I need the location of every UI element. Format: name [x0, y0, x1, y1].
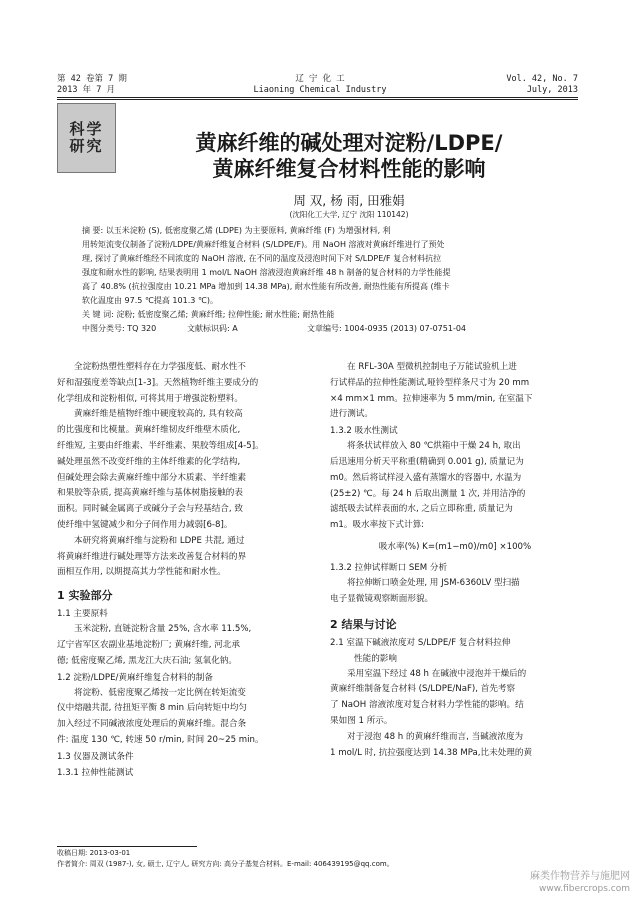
article-title-line1: 黄麻纤维的碱处理对淀粉/LDPE/ [195, 131, 503, 155]
section-heading: 1 实验部分 [57, 589, 113, 603]
abstract-line: 高了 40.8% (抗拉强度由 10.21 MPa 增加到 14.38 MPa), 耐水性能有所改善, 耐热性能有所提高 (维卡 [82, 282, 450, 291]
paragraph-line: 行试样品的拉伸性能测试,哑铃型样条尺寸为 20 mm [330, 377, 530, 388]
subsection-heading: 1.1 主要原料 [57, 609, 108, 620]
paragraph-line: ×4 mm×1 mm。拉伸速率为 5 mm/min, 在室温下 [330, 393, 533, 404]
subsection-heading-cont: 性能的影响 [354, 653, 397, 664]
paragraph-line: 化学组成和淀粉相似, 可将其用于增强淀粉塑料。 [57, 393, 243, 404]
section-rubric [57, 103, 116, 173]
paragraph-line: 将黄麻纤维进行碱处理等方法来改善复合材料的界 [57, 551, 247, 562]
paragraph-line: 德; 低密度聚乙烯, 黑龙江大庆石油; 氢氧化钠。 [57, 655, 237, 666]
paragraph-line: 对于浸泡 48 h 的黄麻纤维而言, 当碱液浓度为 [347, 731, 524, 742]
journal-volume-issue: 第 42 卷第 7 期 [57, 74, 127, 84]
paragraph-line: 将拉伸断口喷金处理, 用 JSM-6360LV 型扫描 [347, 577, 520, 588]
paragraph-line: 电子显微镜观察断面形貌。 [330, 593, 434, 604]
paragraph-line: 面积。同时碱金属离子或碱分子会与羟基结合, 致 [57, 504, 243, 515]
rubric-line1: 科学 [69, 120, 104, 138]
keywords: 关 键 词: 淀粉; 低密度聚乙烯; 黄麻纤维; 拉伸性能; 耐水性能; 耐热性能 [82, 310, 335, 319]
affiliation: (沈阳化工大学, 辽宁 沈阳 110142) [289, 210, 409, 219]
journal-volume-en: Vol. 42, No. 7 [506, 74, 578, 84]
received-date: 收稿日期: 2013-03-01 [57, 849, 131, 857]
paragraph-line: 了 NaOH 溶液浓度对复合材料力学性能的影响。结 [330, 700, 524, 711]
subsection-heading: 2.1 室温下碱液浓度对 S/LDPE/F 复合材料拉伸 [330, 637, 511, 648]
paragraph-line: 和果胶等杂质, 提高黄麻纤维与基体树脂接触的表 [57, 488, 243, 499]
abstract-line: 软化温度由 97.5 ℃提高 101.3 ℃)。 [82, 296, 218, 305]
paragraph-line: m0。然后将试样浸入盛有蒸馏水的容器中, 水温为 [330, 472, 522, 483]
paragraph-line: 果如图 1 所示。 [330, 715, 393, 726]
paragraph-line: 碱处理虽然不改变纤维的主体纤维素的化学结构, [57, 456, 241, 467]
document-code: 文献标识码: A [187, 324, 238, 333]
footnote-rule [57, 846, 197, 847]
abstract-line: 强度和耐水性的影响, 结果表明用 1 mol/L NaOH 溶液浸泡黄麻纤维 48 h 制备的复合材料的力学性能提 [82, 268, 451, 277]
paragraph-line: 面相互作用, 以期提高其力学性能和耐水性。 [57, 567, 226, 578]
authors: 周 双, 杨 雨, 田雅娟 [293, 193, 405, 208]
classification-line [82, 322, 582, 336]
watermark-site-url: www.fibercrops.com [539, 884, 630, 894]
paragraph-line: 进行测试。 [330, 409, 373, 420]
subsection-heading: 1.3.2 吸水性测试 [330, 426, 398, 437]
journal-date-en: July, 2013 [526, 85, 578, 95]
paragraph-line: 1 mol/L 时, 抗拉强度达到 14.38 MPa,比未处理的黄 [330, 747, 533, 758]
paragraph-line: m1。吸水率按下式计算: [330, 520, 425, 531]
subsection-heading: 1.3.1 拉伸性能测试 [57, 767, 134, 778]
paragraph-line: 本研究将黄麻纤维与淀粉和 LDPE 共混, 通过 [74, 535, 245, 546]
paragraph-line: 全淀粉热塑性塑料存在力学强度低、耐水性不 [74, 362, 246, 372]
paragraph-line: 黄麻纤维制备复合材料 (S/LDPE/NaF), 首先考察 [330, 684, 516, 695]
subsection-heading: 1.2 淀粉/LDPE/黄麻纤维复合材料的制备 [57, 672, 213, 683]
journal-date: 2013 年 7 月 [57, 85, 115, 95]
header-rule [57, 97, 578, 98]
paragraph-line: 但碱处理会除去黄麻纤维中部分木质素、半纤维素 [57, 472, 247, 483]
paragraph-line: 使纤维中氢键减少和分子间作用力减弱[6-8]。 [57, 519, 233, 530]
classification-code: 中图分类号: TQ 320 [82, 324, 157, 333]
paragraph-line: 将条状试样放入 80 ℃烘箱中干燥 24 h, 取出 [347, 441, 521, 452]
paragraph-line: 滤纸吸去试样表面的水, 之后立即称重, 质量记为 [330, 504, 513, 515]
subsection-heading: 1.3.2 拉伸试样断口 SEM 分析 [330, 562, 448, 573]
paragraph-line: 仪中熔融共混, 待扭矩平衡 8 min 后向转矩中均匀 [57, 703, 248, 714]
author-introduction: 作者简介: 周双 (1987-), 女, 硕士, 辽宁人, 研究方向: 高分子基复合材料。E-mail: 406439195@qq.com。 [57, 860, 394, 868]
journal-name: 辽 宁 化 工 [295, 74, 345, 84]
right-column [330, 360, 580, 761]
paragraph-line: 辽宁省军区农副业基地淀粉厂; 黄麻纤维, 河北承 [57, 639, 240, 650]
article-id: 文章编号: 1004-0935 (2013) 07-0751-04 [307, 324, 467, 333]
abstract [82, 224, 582, 336]
rubric-line2: 研究 [69, 137, 104, 155]
paragraph-line: 黄麻纤维是植物纤维中硬度较高的, 具有较高 [74, 409, 243, 420]
article-title-line2: 黄麻纤维复合材料性能的影响 [212, 157, 486, 181]
journal-name-en: Liaoning Chemical Industry [253, 85, 387, 95]
paragraph-line: 好和湿强度差等缺点[1-3]。天然植物纤维主要成分的 [57, 377, 259, 388]
paragraph-line: 加入经过不同碱液浓度处理后的黄麻纤维。混合条 [57, 719, 247, 730]
watermark-site-name: 麻类作物营养与施肥网 [530, 871, 630, 882]
header-rule-double [57, 99, 578, 100]
abstract-line: 用转矩流变仪制备了淀粉/LDPE/黄麻纤维复合材料 (S/LDPE/F)。用 NaOH 溶液对黄麻纤维进行了预处 [82, 240, 445, 249]
paragraph-line: 纤维短, 主要由纤维素、半纤维素、果胶等组成[4-5]。 [57, 440, 264, 451]
paragraph-line: 后迅速用分析天平称重(精确到 0.001 g), 质量记为 [330, 456, 524, 467]
water-absorption-formula: 吸水率(%) K=(m1−m0)/m0] ×100% [378, 541, 532, 552]
paragraph-line: 玉米淀粉, 直链淀粉含量 25%, 含水率 11.5%, [74, 624, 252, 635]
paragraph-line: 将淀粉、低密度聚乙烯按一定比例在转矩流变 [74, 687, 246, 698]
section-heading: 2 结果与讨论 [330, 617, 397, 631]
left-column [57, 360, 319, 781]
paragraph-line: (25±2) ℃。每 24 h 后取出测量 1 次, 并用洁净的 [330, 488, 526, 499]
abstract-line: 理, 探讨了黄麻纤维经不同浓度的 NaOH 溶液, 在不同的温度及浸泡时间下对 S/LDPE/F 复合材料抗拉 [82, 254, 442, 263]
paragraph-line: 件: 温度 130 ℃, 转速 50 r/min, 时间 20~25 min。 [57, 734, 264, 745]
paragraph-line: 的比强度和比模量。黄麻纤维韧皮纤维壁木质化, [57, 425, 241, 436]
abstract-line: 摘 要: 以玉米淀粉 (S), 低密度聚乙烯 (LDPE) 为主要原料, 黄麻纤维 (F) 为增强材料, 利 [82, 226, 391, 235]
paragraph-line: 采用室温下经过 48 h 在碱液中浸泡并干燥后的 [347, 668, 527, 679]
subsection-heading: 1.3 仪器及测试条件 [57, 751, 134, 762]
paragraph-line: 在 RFL-30A 型微机控制电子万能试验机上进 [347, 362, 517, 372]
